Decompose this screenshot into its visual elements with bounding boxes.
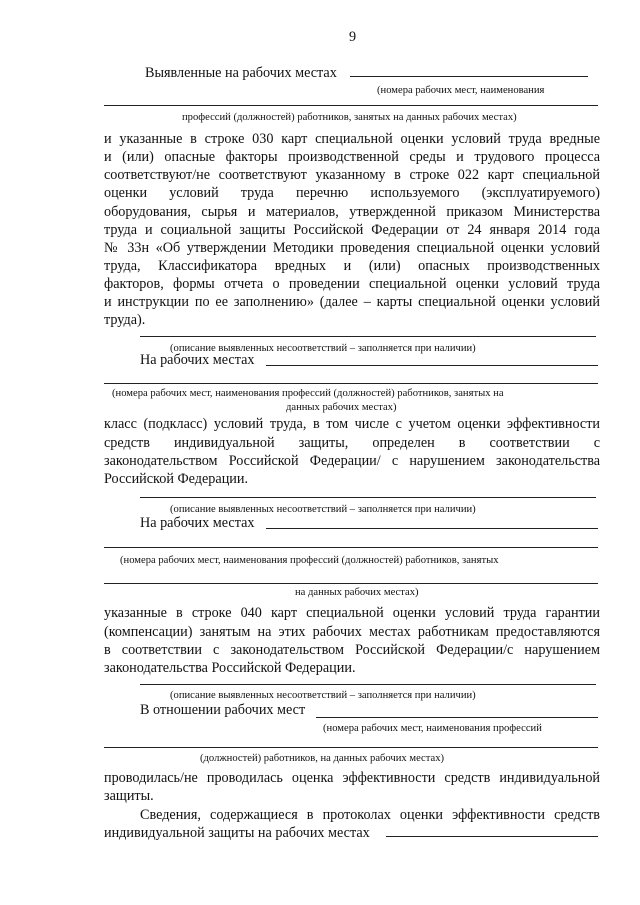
section1-line: № 33н «Об утверждении Методики проведения специальной оценки условий — [104, 240, 600, 256]
section5-line: индивидуальной защиты на рабочих местах — [104, 825, 370, 841]
section3-lead: На рабочих местах — [140, 515, 255, 531]
section5-line: Сведения, содержащиеся в протоколах оценки эффективности средств — [140, 807, 600, 823]
section2-line: средств индивидуальной защиты, определен в соответствии с — [104, 435, 600, 451]
section1-line: и указанные в строке 030 карт специальной оценки условий труда вредные — [104, 131, 600, 147]
section1-line: труда и социальной защиты Российской Федерации от 24 января 2014 года — [104, 222, 600, 238]
section1-hint1: (номера рабочих мест, наименования — [377, 85, 545, 96]
section3-fill-line3[interactable] — [104, 583, 598, 584]
section3-hint1: (номера рабочих мест, наименования профессий (должностей) работников, занятых — [120, 555, 499, 566]
section5-fill-line[interactable] — [386, 836, 598, 837]
section4-lead: В отношении рабочих мест — [140, 702, 306, 718]
section2-fill-line[interactable] — [266, 365, 598, 366]
section3-fill-line[interactable] — [266, 528, 598, 529]
page-number: 9 — [349, 29, 357, 45]
section2-line: законодательством Российской Федерации/ с нарушением законодательства — [104, 453, 600, 469]
section3-note: (описание выявленных несоответствий – заполняется при наличии) — [170, 690, 476, 701]
section4-hint2: (должностей) работников, на данных рабочих местах) — [200, 753, 445, 764]
section3-line: (компенсации) занятым на этих рабочих местах работникам предоставляются — [104, 624, 600, 640]
section3-discrepancy-line[interactable] — [140, 684, 596, 685]
section1-fill-line2[interactable] — [104, 105, 598, 106]
section1-line: труда). — [104, 312, 146, 328]
section1-line: и инструкции по ее заполнению» (далее – карты специальной оценки условий — [104, 294, 600, 310]
section2-line: класс (подкласс) условий труда, в том числе с учетом оценки эффективности — [104, 416, 600, 432]
section1-hint2: профессий (должностей) работников, занятых на данных рабочих местах) — [182, 112, 517, 123]
section2-lead: На рабочих местах — [140, 352, 255, 368]
section3-line: в соответствии с законодательством Российской Федерации/с нарушением — [104, 642, 600, 658]
section1-line: соответствуют/не соответствуют указанному в строке 022 карт специальной — [104, 167, 600, 183]
section1-discrepancy-line[interactable] — [140, 336, 596, 337]
section1-note: (описание выявленных несоответствий – заполняется при наличии) — [170, 343, 476, 354]
section1-line: оценки условий труда перечню используемого (эксплуатируемого) — [104, 185, 600, 201]
section1-line: оборудования, сырья и материалов, утвержденной приказом Министерства — [104, 204, 600, 220]
section1-line: факторов, формы отчета о проведении специальной оценки условий труда — [104, 276, 600, 292]
section2-hint2: данных рабочих местах) — [286, 402, 397, 413]
section2-note: (описание выявленных несоответствий – заполняется при наличии) — [170, 504, 476, 515]
section1-lead: Выявленные на рабочих местах — [145, 65, 337, 81]
section2-line: Российской Федерации. — [104, 471, 249, 487]
section4-hint1: (номера рабочих мест, наименования профессий — [323, 723, 542, 734]
section1-line: и (или) опасные факторы производственной среды и трудового процесса — [104, 149, 600, 165]
section1-line: труда, Классификатора вредных и (или) опасных производственных — [104, 258, 600, 274]
section1-fill-line[interactable] — [350, 76, 588, 77]
section2-hint1: (номера рабочих мест, наименования профессий (должностей) работников, занятых на — [112, 388, 504, 399]
section2-discrepancy-line[interactable] — [140, 497, 596, 498]
section4-fill-line[interactable] — [316, 717, 598, 718]
section4-line: проводилась/не проводилась оценка эффективности средств индивидуальной — [104, 770, 600, 786]
section3-hint2: на данных рабочих местах) — [295, 587, 419, 598]
section3-fill-line2[interactable] — [104, 547, 598, 548]
section4-line: защиты. — [104, 788, 154, 804]
section4-fill-line2[interactable] — [104, 747, 598, 748]
section2-fill-line2[interactable] — [104, 383, 598, 384]
section3-line: указанные в строке 040 карт специальной оценки условий труда гарантии — [104, 605, 600, 621]
section3-line: законодательства Российской Федерации. — [104, 660, 356, 676]
